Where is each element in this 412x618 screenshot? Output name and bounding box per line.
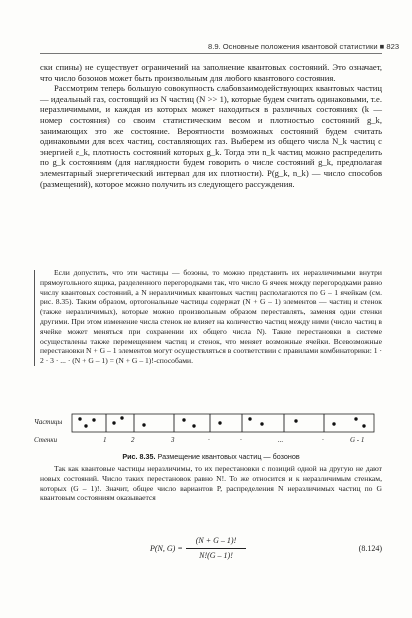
wall-number: · (208, 436, 210, 444)
closing-paragraph (40, 464, 382, 503)
equation-denominator: N!(G – 1)! (199, 551, 233, 560)
wall-number: ... (278, 436, 284, 444)
wall-number: 1 (103, 436, 107, 444)
header-rule (40, 53, 382, 54)
intro-paragraphs (40, 62, 382, 189)
running-header: 8.9. Основные положения квантовой статистики ■ 823 (208, 42, 400, 51)
equation (150, 536, 280, 564)
walls-label: Стенки (34, 436, 58, 444)
caption-number: Рис. 8.35. (122, 452, 156, 461)
margin-rule (34, 270, 35, 366)
wall-number: G - 1 (350, 436, 365, 444)
paragraph-text: Если допустить, что эти частицы — бозоны, то можно представить их неразличимыми внутри прямоугольного ящика, разделенного перегородками так, что число G ячеек между перегородками равно числу квантовых состояний, а N неразличимых квантовых частиц располагаются по G – 1 ячейкам (см. рис. 8.35). Таким образом, ортогональные частицы содержат (N + G – 1) элементов — частиц и стенок (также неразличимых), которые можно произвольным образом переставлять, заменяя одни стенки другими. При этом изменение числа стенок не влияет на количество частиц между ними (число частиц в ячейке может меняться при сохранении их общего числа N). Такие перестановки в системе осуществлены также перемещением частиц и стенок, что меняет возможные ячейки. Всевозможные перестановки N + G – 1 элементов могут осуществляться в соответствии с правилами комбинаторики: 1 · 2 · 3 · ... · (N + G – 1) = (N + G – 1)!-способами. (40, 268, 382, 366)
highlighted-paragraph (40, 268, 382, 366)
paragraph: Так как квантовые частицы неразличимы, то их перестановки с позиций одной на другую не дают новых состояний. Число таких перестановок равно N!. То же относится и к неразличимым стенкам, которых (G – 1)!. Значит, общее число вариантов P, распределения N неразличимых частиц по G квантовым состояниям оказывается (40, 464, 382, 503)
particles-label: Частицы (34, 418, 63, 426)
wall-number: 3 (171, 436, 175, 444)
caption-text: Размещение квантовых частиц — бозонов (155, 452, 300, 461)
figure-caption (40, 452, 382, 461)
wall-number: · (240, 436, 242, 444)
wall-number: · (322, 436, 324, 444)
equation-number: (8.124) (358, 544, 382, 553)
equation-numerator: (N + G – 1)! (195, 536, 237, 545)
equation-lhs: P(N, G) = (150, 544, 183, 553)
paragraph: Рассмотрим теперь большую совокупность слабовзаимодействующих квантовых частиц — идеальный газ, состоящий из N частиц (N >> 1), которые будем считать одинаковыми, т.е. неразличимыми, и каждая из которых может находиться в различных состояниях (k — номер состояния) со своим статистическим весом и плотностью состояний g_k, занимающих это же состояние. Вероятности возможных состояний будем считать одинаковыми для всех частиц, составляющих газ. Выберем из общего числа N_k частиц с энергией ε_k, плотность состояний которых g_k. Тогда эти n_k частиц можно распределить по g_k состояниям (для наглядности будем говорить о числе состояний g_k, предполагая элементарный энергетический интервал для их плотности). P(g_k, n_k) — число способов (размещений), которое можно получить из следующего рассуждения. (40, 83, 382, 189)
paragraph: ски спины) не существует ограничений на заполнение квантовых состояний. Это означает, что число бозонов может быть произвольным для любого квантового состояния. (40, 62, 382, 83)
wall-number: 2 (131, 436, 135, 444)
figure-bosons (34, 412, 382, 448)
fraction-bar (186, 548, 246, 549)
